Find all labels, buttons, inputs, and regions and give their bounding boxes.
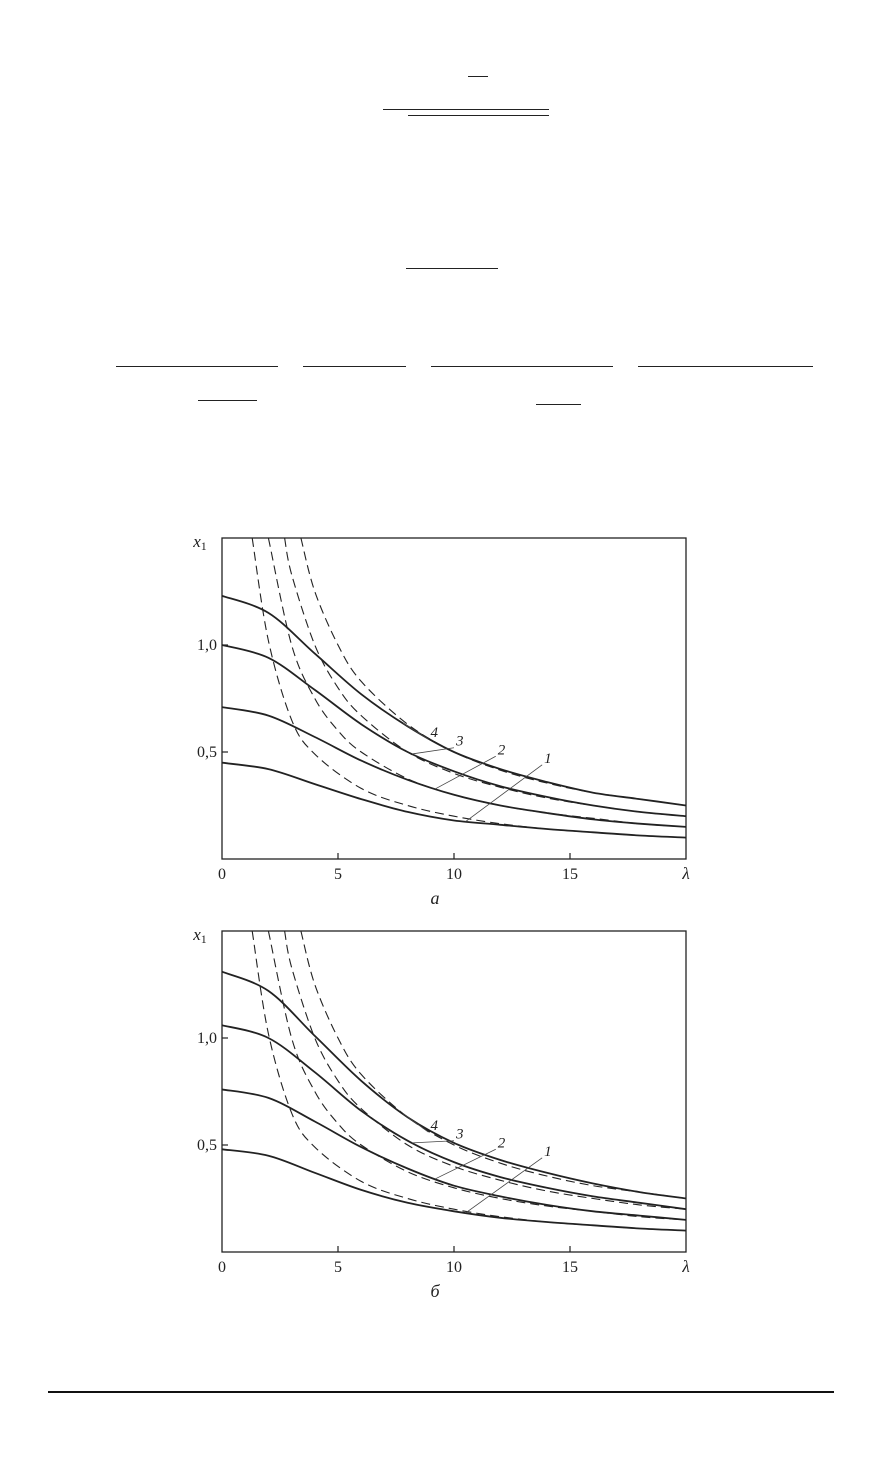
x-tick-label: 0 xyxy=(218,1259,226,1276)
plot-frame xyxy=(222,931,686,1252)
curve-label-4: 4 xyxy=(430,725,438,742)
x-axis-label: λ xyxy=(682,864,690,883)
curve-leader-3 xyxy=(412,748,454,754)
series-3-solid xyxy=(222,645,686,816)
y-tick-label: 1,0 xyxy=(197,637,217,654)
x-tick-label: 5 xyxy=(334,1259,342,1276)
series-3-dashed xyxy=(285,538,686,816)
panel-label: а xyxy=(430,888,440,908)
series-3-dashed xyxy=(285,931,686,1209)
plot-frame xyxy=(222,538,686,859)
x-tick-label: 15 xyxy=(562,1259,578,1276)
x-tick-label: 10 xyxy=(446,1259,462,1276)
curve-leader-4 xyxy=(403,723,429,739)
footer-rule xyxy=(48,1391,834,1393)
y-tick-label: 0,5 xyxy=(197,1137,217,1154)
y-axis-label: x1 xyxy=(193,532,207,553)
panel-label: б xyxy=(430,1281,440,1301)
series-4-dashed xyxy=(301,538,686,806)
y-tick-label: 0,5 xyxy=(197,744,217,761)
x-tick-label: 10 xyxy=(446,866,462,883)
curve-leader-4 xyxy=(403,1114,429,1133)
chart-panel-1 xyxy=(192,532,689,908)
curve-label-2: 2 xyxy=(497,742,506,759)
x-axis-label: λ xyxy=(682,1257,690,1276)
series-2-dashed xyxy=(268,538,686,827)
curve-label-3: 3 xyxy=(456,1126,464,1143)
x-tick-label: 5 xyxy=(334,866,342,883)
curve-label-1: 1 xyxy=(544,1143,552,1160)
curve-label-2: 2 xyxy=(497,1135,506,1152)
series-2-dashed xyxy=(268,931,686,1220)
curve-label-1: 1 xyxy=(544,750,552,767)
series-1-dashed xyxy=(252,931,686,1231)
series-3-solid xyxy=(222,1025,686,1209)
series-1-dashed xyxy=(252,538,686,838)
series-4-solid xyxy=(222,596,686,806)
x-tick-label: 15 xyxy=(562,866,578,883)
chart-panel-2 xyxy=(192,925,689,1301)
curve-label-3: 3 xyxy=(456,733,464,750)
y-axis-label: x1 xyxy=(193,925,207,946)
curve-leader-1 xyxy=(466,1158,543,1213)
x-tick-label: 0 xyxy=(218,866,226,883)
curve-label-4: 4 xyxy=(430,1118,438,1135)
series-1-solid xyxy=(222,763,686,838)
curve-leader-2 xyxy=(435,1149,495,1179)
y-tick-label: 1,0 xyxy=(197,1030,217,1047)
